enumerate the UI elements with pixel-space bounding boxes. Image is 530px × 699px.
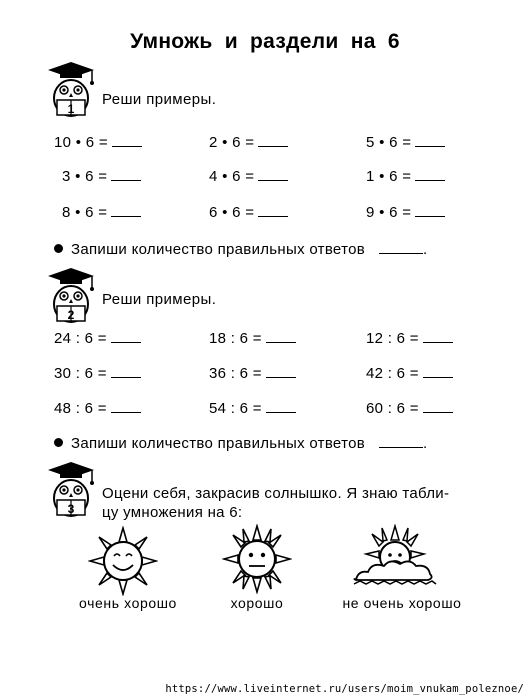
count-prompt-1: Запиши количество правильных ответов . <box>54 241 427 258</box>
task-1-example: 4 • 6 = <box>209 168 288 185</box>
task-1-owl-icon <box>44 60 98 125</box>
task-2-example: 48 : 6 = <box>54 400 141 417</box>
task-1-example: 6 • 6 = <box>209 204 288 221</box>
sun-label: не очень хорошо <box>342 595 462 611</box>
task-2-example: 36 : 6 = <box>209 365 296 382</box>
task-1-number: 1 <box>67 102 75 116</box>
task-3-owl-icon <box>44 460 98 525</box>
sun-behind-cloud-icon[interactable] <box>352 524 438 593</box>
task-2-example: 30 : 6 = <box>54 365 141 382</box>
neutral-sun-icon[interactable] <box>222 524 292 599</box>
task-2-owl-icon <box>44 266 98 331</box>
task-1-example: 1 • 6 = <box>366 168 445 185</box>
task-2-example: 12 : 6 = <box>366 330 453 347</box>
bullet-icon <box>54 244 63 253</box>
task-1-example: 10 • 6 = <box>54 134 142 151</box>
sun-label: очень хорошо <box>79 595 177 611</box>
task-1-example: 8 • 6 = <box>62 204 141 221</box>
task-1-example: 5 • 6 = <box>366 134 445 151</box>
task-2-example: 54 : 6 = <box>209 400 296 417</box>
task-3-line-1: Оцени себя, закрасив солнышко. Я знаю табли- <box>102 485 450 502</box>
task-1-instruction: Реши примеры. <box>102 91 217 108</box>
task-1-example: 9 • 6 = <box>366 204 445 221</box>
task-2-number: 2 <box>67 308 75 322</box>
task-2-instruction: Реши примеры. <box>102 291 217 308</box>
task-3-number: 3 <box>67 502 75 516</box>
source-url[interactable]: https://www.liveinternet.ru/users/moim_vnukam_poleznoe/ <box>165 683 524 695</box>
count-prompt-2: Запиши количество правильных ответов . <box>54 435 427 452</box>
task-3-line-2: цу умножения на 6: <box>102 504 243 521</box>
task-2-example: 24 : 6 = <box>54 330 141 347</box>
task-1-example: 2 • 6 = <box>209 134 288 151</box>
task-3-instruction <box>102 484 449 522</box>
happy-sun-icon[interactable] <box>88 526 158 601</box>
task-2-example: 18 : 6 = <box>209 330 296 347</box>
page-title: Умножь и раздели на 6 <box>130 30 400 53</box>
task-2-example: 60 : 6 = <box>366 400 453 417</box>
task-1-example: 3 • 6 = <box>62 168 141 185</box>
bullet-icon <box>54 438 63 447</box>
task-2-example: 42 : 6 = <box>366 365 453 382</box>
sun-label: хорошо <box>230 595 284 611</box>
